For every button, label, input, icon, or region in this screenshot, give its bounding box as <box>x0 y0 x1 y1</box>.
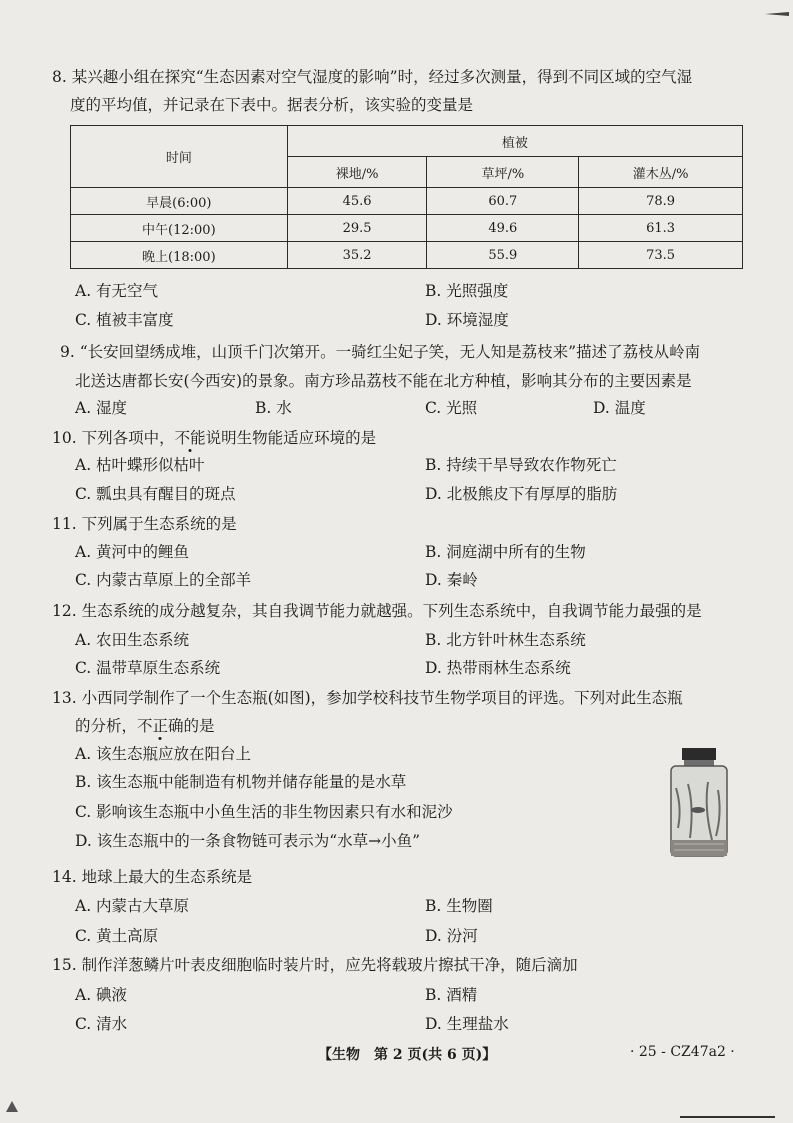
q10-emphasis: 不能 <box>174 429 206 447</box>
q8-option-a[interactable]: A. 有无空气 <box>75 282 159 300</box>
q12-option-a[interactable]: A. 农田生态系统 <box>75 631 190 649</box>
q12-option-b[interactable]: B. 北方针叶林生态系统 <box>425 631 586 649</box>
q10-stem <box>52 428 376 448</box>
column-header: 裸地/% <box>287 157 427 188</box>
q12-stem: 12. 生态系统的成分越复杂，其自我调节能力就越强。下列生态系统中，自我调节能力最强的是 <box>52 602 702 620</box>
q10-option-c[interactable]: C. 瓢虫具有醒目的斑点 <box>75 485 236 503</box>
q10-stem-suffix: 说明生物能适应环境的是 <box>205 429 377 447</box>
q9-option-d[interactable]: D. 温度 <box>593 399 646 417</box>
q13-stem-prefix: 的分析， <box>75 717 138 735</box>
q12-option-d[interactable]: D. 热带雨林生态系统 <box>425 659 571 677</box>
q11-option-c[interactable]: C. 内蒙古草原上的全部羊 <box>75 571 252 589</box>
column-header: 灌木丛/% <box>579 157 743 188</box>
table-cell: 49.6 <box>427 215 579 242</box>
q12-option-c[interactable]: C. 温带草原生态系统 <box>75 659 221 677</box>
q11-option-d[interactable]: D. 秦岭 <box>425 571 478 589</box>
q15-stem: 15. 制作洋葱鳞片叶表皮细胞临时装片时，应先将载玻片擦拭干净，随后滴加 <box>52 956 578 974</box>
q14-option-d[interactable]: D. 汾河 <box>425 927 478 945</box>
scan-corner-mark <box>765 10 789 18</box>
scan-bottom-line <box>680 1116 775 1118</box>
row-time: 早晨(6:00) <box>71 188 288 215</box>
q13-option-c[interactable]: C. 影响该生态瓶中小鱼生活的非生物因素只有水和泥沙 <box>75 803 453 821</box>
table-cell: 60.7 <box>427 188 579 215</box>
q9-option-c[interactable]: C. 光照 <box>425 399 478 417</box>
q9-option-b[interactable]: B. 水 <box>255 399 292 417</box>
humidity-table <box>70 125 743 269</box>
page-footer-code: · 25 - CZ47a2 · <box>630 1044 735 1060</box>
q13-stem-line1: 13. 小西同学制作了一个生态瓶(如图)，参加学校科技节生物学项目的评选。下列对此生态瓶 <box>52 689 683 707</box>
q10-stem-prefix: 10. 下列各项中， <box>52 429 175 447</box>
scan-edge-mark <box>4 1098 20 1114</box>
q8-option-b[interactable]: B. 光照强度 <box>425 282 509 300</box>
q13-stem-suffix: 的是 <box>183 717 215 735</box>
q10-option-a[interactable]: A. 枯叶蝶形似枯叶 <box>75 456 205 474</box>
table-cell: 35.2 <box>287 242 427 269</box>
table-group-header: 植被 <box>287 126 742 157</box>
q15-option-c[interactable]: C. 清水 <box>75 1015 128 1033</box>
page-footer-label: 【生物 第 2 页(共 6 页)】 <box>318 1047 497 1063</box>
table-cell: 61.3 <box>579 215 743 242</box>
table-row <box>71 188 743 215</box>
table-cell: 29.5 <box>287 215 427 242</box>
table-cell: 78.9 <box>579 188 743 215</box>
q8-option-c[interactable]: C. 植被丰富度 <box>75 311 174 329</box>
q13-option-a[interactable]: A. 该生态瓶应放在阳台上 <box>75 745 252 763</box>
table-cell: 45.6 <box>287 188 427 215</box>
q9-stem-line2: 北送达唐都长安(今西安)的景象。南方珍品荔枝不能在北方种植，影响其分布的主要因素是 <box>75 372 692 390</box>
q15-option-a[interactable]: A. 碘液 <box>75 986 128 1004</box>
q13-stem-line2 <box>75 716 215 736</box>
q11-stem: 11. 下列属于生态系统的是 <box>52 515 237 533</box>
table-row <box>71 215 743 242</box>
q8-stem-line2: 度的平均值，并记录在下表中。据表分析，该实验的变量是 <box>70 96 474 114</box>
q14-option-a[interactable]: A. 内蒙古大草原 <box>75 897 190 915</box>
q13-option-b[interactable]: B. 该生态瓶中能制造有机物并储存能量的是水草 <box>75 773 407 791</box>
q8-option-d[interactable]: D. 环境湿度 <box>425 311 509 329</box>
row-time: 晚上(18:00) <box>71 242 288 269</box>
row-time: 中午(12:00) <box>71 215 288 242</box>
q10-option-d[interactable]: D. 北极熊皮下有厚厚的脂肪 <box>425 485 618 503</box>
q8-stem-line1: 8. 某兴趣小组在探究“生态因素对空气湿度的影响”时，经过多次测量，得到不同区域的空气湿 <box>52 68 693 86</box>
q15-option-d[interactable]: D. 生理盐水 <box>425 1015 509 1033</box>
table-corner-header: 时间 <box>71 126 288 188</box>
table-cell: 73.5 <box>579 242 743 269</box>
ecological-bottle-figure <box>668 748 730 858</box>
q14-option-c[interactable]: C. 黄土高原 <box>75 927 159 945</box>
q14-stem: 14. 地球上最大的生态系统是 <box>52 868 253 886</box>
q10-option-b[interactable]: B. 持续干旱导致农作物死亡 <box>425 456 617 474</box>
q15-option-b[interactable]: B. 酒精 <box>425 986 478 1004</box>
table-cell: 55.9 <box>427 242 579 269</box>
q9-stem-line1: 9. “长安回望绣成堆，山顶千门次第开。一骑红尘妃子笑，无人知是荔枝来”描述了荔枝从岭南 <box>60 343 701 361</box>
q14-option-b[interactable]: B. 生物圈 <box>425 897 493 915</box>
table-row <box>71 242 743 269</box>
q13-option-d[interactable]: D. 该生态瓶中的一条食物链可表示为“水草→小鱼” <box>75 832 421 850</box>
column-header: 草坪/% <box>427 157 579 188</box>
q11-option-b[interactable]: B. 洞庭湖中所有的生物 <box>425 543 586 561</box>
q11-option-a[interactable]: A. 黄河中的鲤鱼 <box>75 543 190 561</box>
q9-option-a[interactable]: A. 湿度 <box>75 399 128 417</box>
q13-emphasis: 不正确 <box>137 717 184 735</box>
